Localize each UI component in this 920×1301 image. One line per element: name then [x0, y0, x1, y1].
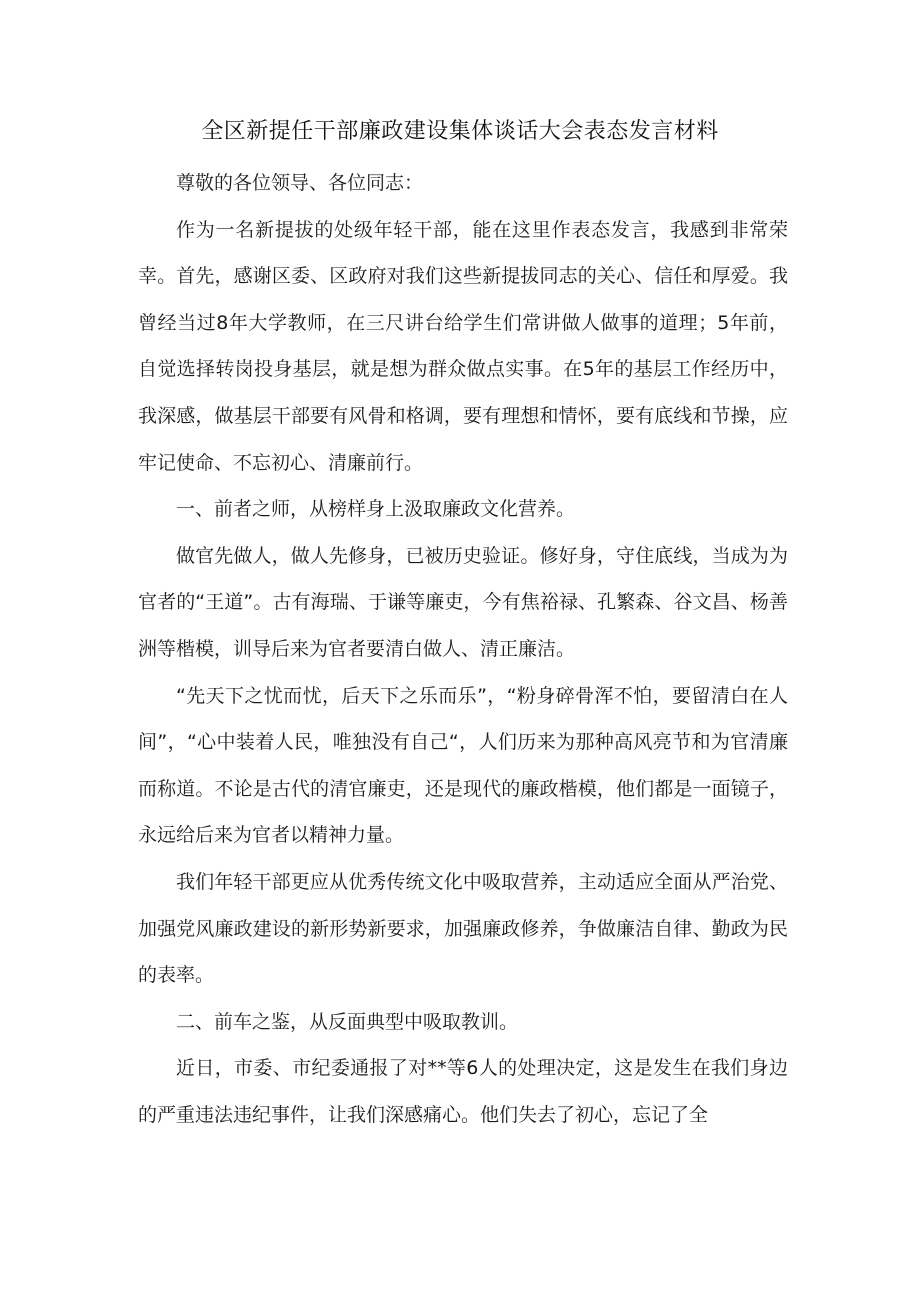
document-title: 全区新提任干部廉政建设集体谈话大会表态发言材料: [201, 119, 719, 144]
body-paragraph: 近日，市委、市纪委通报了对**等6人的处理决定，这是发生在我们身边的严重违法违纪事件，让我们深感痛心。他们失去了初心，忘记了全: [138, 1057, 788, 1126]
salutation-paragraph: 尊敬的各位领导、各位同志：: [176, 172, 424, 194]
section-heading-1: 一、前者之师，从榜样身上汲取廉政文化营养。: [176, 498, 576, 521]
body-paragraph: 做官先做人，做人先修身，已被历史验证。修好身，守住底线，当成为为官者的“王道”。古有海瑞、于谦等廉吏，今有焦裕禄、孔繁森、谷文昌、杨善洲等楷模，训导后来为官者要清白做人、清正廉洁。: [138, 544, 788, 660]
section-heading-2: 二、前车之鉴，从反面典型中吸取教训。: [176, 1010, 519, 1033]
body-paragraph: “先天下之忧而忧，后天下之乐而乐”，“粉身碎骨浑不怕，要留清白在人间”，“心中装着人民，唯独没有自己“，人们历来为那种高风亮节和为官清廉而称道。不论是古代的清官廉吏，还是现代的廉政楷模，他们都是一面镜子，永远给后来为官者以精神力量。: [138, 684, 788, 847]
body-paragraph: 我们年轻干部更应从优秀传统文化中吸取营养，主动适应全面从严治党、加强党风廉政建设的新形势新要求，加强廉政修养，争做廉洁自律、勤政为民的表率。: [138, 870, 788, 987]
document-body: [138, 160, 788, 1138]
intro-paragraph: 作为一名新提拔的处级年轻干部，能在这里作表态发言，我感到非常荣幸。首先，感谢区委、区政府对我们这些新提拔同志的关心、信任和厚爱。我曾经当过8年大学教师，在三尺讲台给学生们常讲做人做事的道理；5年前，自觉选择转岗投身基层，就是想为群众做点实事。在5年的基层工作经历中，我深感，做基层干部要有风骨和格调，要有理想和情怀，要有底线和节操，应牢记使命、不忘初心、清廉前行。: [138, 218, 788, 474]
